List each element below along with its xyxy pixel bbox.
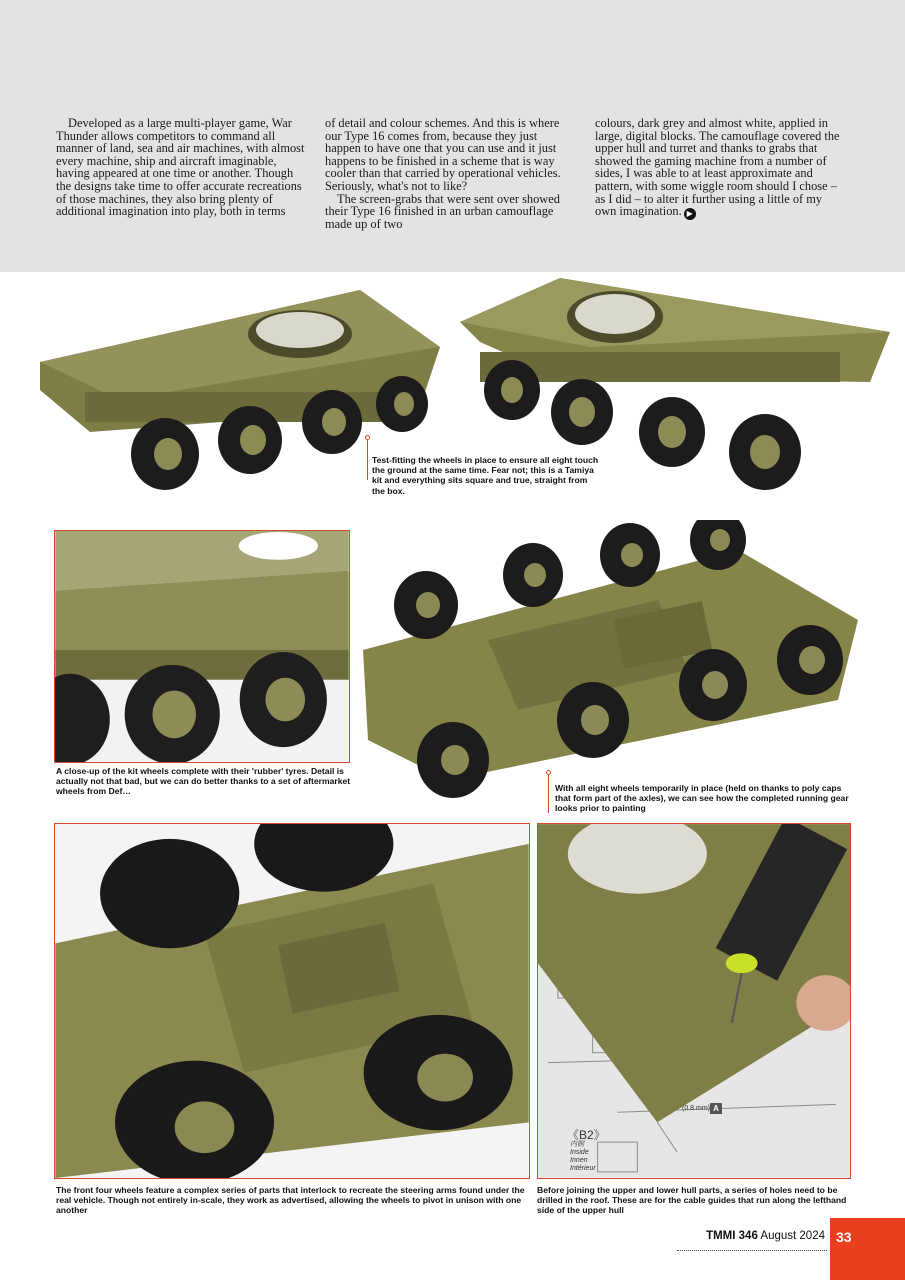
continue-arrow-icon: ▶ <box>684 208 696 220</box>
hero-caption: Test-fitting the wheels in place to ensure all eight touch the ground at the same time. Fear not; this is a Tamiya kit and everything sits square and true, straight from the box. <box>372 455 599 496</box>
underside-photo-illustration <box>358 520 905 810</box>
article-column-3 <box>595 117 845 220</box>
issue-date: August 2024 <box>760 1230 825 1242</box>
paragraph <box>595 117 845 220</box>
steering-photo <box>54 823 530 1179</box>
caption-pointer <box>367 440 368 480</box>
legend-line: 内側 <box>570 1141 584 1148</box>
underside-photo <box>358 520 905 810</box>
drill-size-label: (0.8 mm) <box>682 1105 710 1112</box>
closeup-photo-illustration <box>55 531 349 762</box>
article-column-1 <box>56 117 306 218</box>
drill-photo <box>537 823 851 1179</box>
steering-photo-illustration <box>55 824 529 1178</box>
paragraph: of detail and colour schemes. And this is where our Type 16 comes from, because they just happen to have one that you can use and it just happens to be finished in a scheme that is way cooler than that carried by operational vehicles. Seriously, what's not to like? <box>325 116 561 193</box>
paragraph: Developed as a large multi-player game, War Thunder allows competitors to command all manner of land, sea and air machines, with almost every machine, ship and aircraft imaginable, having appeared at one time or another. Though the designs take time to offer accurate recreations of those machines, they also bring plenty of additional imagination into play, both in terms <box>56 116 305 219</box>
drill-photo-illustration <box>538 824 850 1178</box>
footer-rule <box>677 1250 827 1251</box>
caption-pointer <box>548 775 549 813</box>
closeup-caption: A close-up of the kit wheels complete with their 'rubber' tyres. Detail is actually not that bad, but we can do better thanks to a set of aftermarket wheels from Def… <box>56 766 351 797</box>
closeup-photo <box>54 530 350 763</box>
underside-caption: With all eight wheels temporarily in place (held on thanks to poly caps that form part of the axles), we can see how the completed running gear looks prior to painting <box>555 783 849 814</box>
legend-line: Inside <box>570 1149 589 1156</box>
paragraph: The screen-grabs that were sent over showed their Type 16 finished in an urban camouflage made up of two <box>325 191 560 231</box>
paragraph-text: colours, dark grey and almost white, applied in large, digital blocks. The camouflage covered the upper hull and turret and thanks to grabs that showed the gaming machine from a number of sides, I was able to at least approximate and pattern, with some wiggle room should I chose – as I did – to alter it further using a little of my own imagination. <box>595 116 840 219</box>
part-marker-badge: A <box>710 1103 722 1114</box>
drill-caption: Before joining the upper and lower hull parts, a series of holes need to be drilled in the roof. These are for the cable guides that run along the lefthand side of the upper hull <box>537 1185 847 1216</box>
page-number-block <box>830 1218 905 1280</box>
magazine-issue: TMMI 346 <box>706 1230 758 1242</box>
legend-line: Intérieur <box>570 1165 596 1172</box>
instruction-step-label: 《B2》 <box>567 1128 606 1142</box>
page-footer <box>706 1230 825 1242</box>
article-column-2 <box>325 117 575 230</box>
page-number: 33 <box>836 1229 852 1245</box>
legend-line: Innen <box>570 1157 588 1164</box>
steering-caption: The front four wheels feature a complex series of parts that interlock to recreate the steering arms found under the real vehicle. Though not entirely in-scale, they work as advertised, allowing the wheels to pivot in unison with one another <box>56 1185 525 1216</box>
instruction-legend <box>570 1141 596 1173</box>
